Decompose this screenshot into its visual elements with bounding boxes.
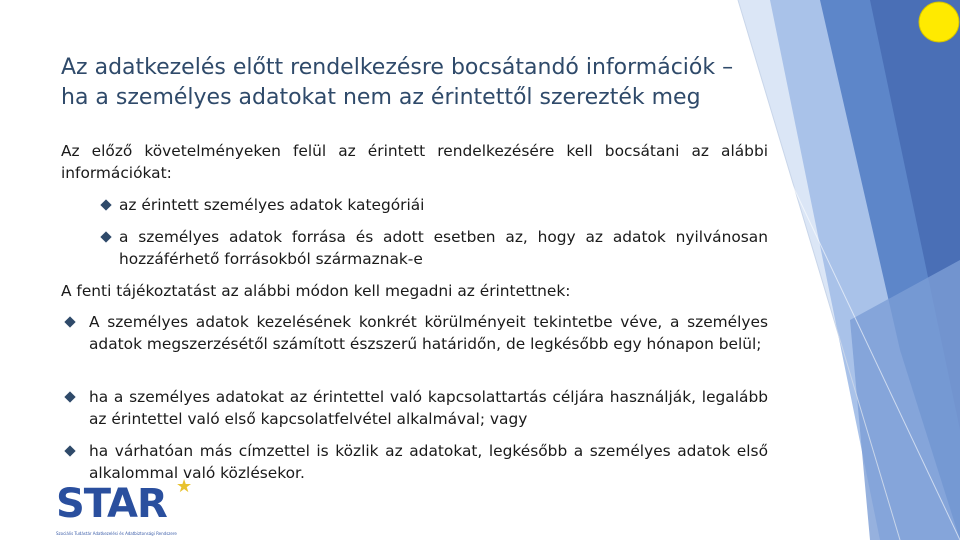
method-item-2: ha a személyes adatokat az érintettel való kapcsolattartás céljára használják, legalább az érintettel való első kapcsolatfelvétel alkalmával; vagy <box>89 388 768 428</box>
sun-icon <box>919 2 959 42</box>
info-item-1: az érintett személyes adatok kategóriái <box>119 196 425 214</box>
method-item-1: A személyes adatok kezelésének konkrét körülményeit tekintetbe véve, a személyes adatok megszerzésétől számított észszerű határidőn, de legkésőbb egy hónapon belül; <box>89 313 768 353</box>
title-line-2: ha a személyes adatokat nem az érintettől szerezték meg <box>61 85 701 110</box>
star-icon: ★ <box>176 476 193 497</box>
logo-text: STAR <box>56 481 167 527</box>
method-intro-paragraph: A fenti tájékoztatást az alábbi módon kell megadni az érintettnek: <box>61 282 571 300</box>
info-item-2: a személyes adatok forrása és adott esetben az, hogy az adatok nyilvánosan hozzáférhető forrásokból származnak-e <box>119 228 768 268</box>
slide-title <box>61 53 741 113</box>
title-line-1: Az adatkezelés előtt rendelkezésre bocsátandó információk – <box>61 55 734 80</box>
intro-paragraph: Az előző követelményeken felül az érintett rendelkezésére kell bocsátani az alábbi információkat: <box>61 142 768 182</box>
method-item-3: ha várhatóan más címzettel is közlik az adatokat, legkésőbb a személyes adatok első alkalommal való közlésekor. <box>89 442 768 482</box>
logo-subtitle: Szociális Tudástár Adatkezelési és Adatbiztonsági Rendszere <box>56 531 177 536</box>
